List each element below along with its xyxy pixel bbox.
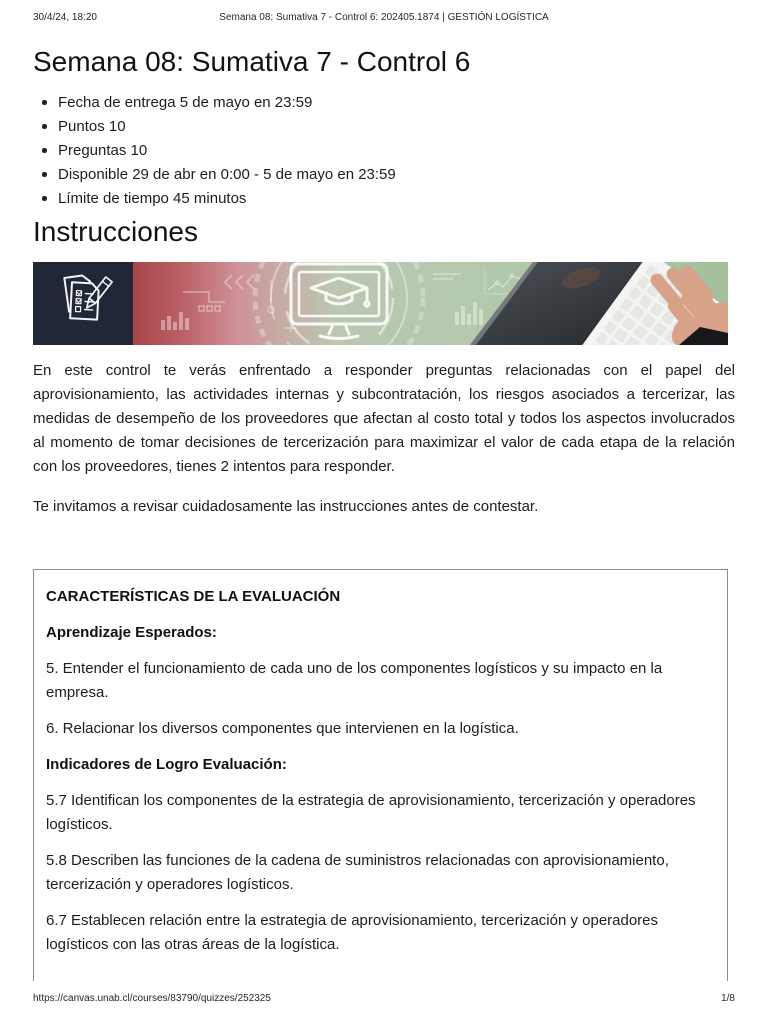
quiz-details-list <box>33 94 735 207</box>
detail-time-limit: Límite de tiempo 45 minutos <box>33 190 735 207</box>
print-footer-url: https://canvas.unab.cl/courses/83790/quizzes/252325 <box>33 993 271 1004</box>
print-doc-title: Semana 08: Sumativa 7 - Control 6: 202405.1874 | GESTIÓN LOGÍSTICA <box>219 12 549 23</box>
detail-questions: Preguntas 10 <box>33 142 735 159</box>
detail-points: Puntos 10 <box>33 118 735 135</box>
achievement-indicator-item: 5.7 Identifican los componentes de la estrategia de aprovisionamiento, tercerización y operadores logísticos. <box>46 792 696 833</box>
instructions-heading: Instrucciones <box>33 216 198 247</box>
print-footer-page: 1/8 <box>721 993 735 1004</box>
detail-due-date: Fecha de entrega 5 de mayo en 23:59 <box>33 94 735 111</box>
expected-learning-subheading: Aprendizaje Esperados: <box>46 624 217 641</box>
instructions-note: Te invitamos a revisar cuidadosamente las instrucciones antes de contestar. <box>33 498 539 515</box>
instructions-paragraph: En este control te verás enfrentado a responder preguntas relacionadas con el papel del aprovisionamiento, las actividades internas y subcontratación, los riesgos asociados a tercerizar, las medidas de desempeño de los proveedores que afectan al costo total y todos los aspectos involucrados al momento de tomar decisiones de tercerización para maximizar el valor de cada etapa de la relación con los proveedores, tienes 2 intentos para responder. <box>33 362 735 475</box>
detail-availability: Disponible 29 de abr en 0:00 - 5 de mayo en 23:59 <box>33 166 735 183</box>
expected-learning-item: 6. Relacionar los diversos componentes que intervienen en la logística. <box>46 720 519 737</box>
achievement-indicator-item: 6.7 Establecen relación entre la estrategia de aprovisionamiento, tercerización y operadores logísticos con las otras áreas de la logística. <box>46 912 659 953</box>
quiz-content <box>33 0 735 981</box>
achievement-indicator-item: 5.8 Describen las funciones de la cadena de suministros relacionadas con aprovisionamiento, tercerización y operadores logísticos. <box>46 852 669 893</box>
evaluation-box-heading: CARACTERÍSTICAS DE LA EVALUACIÓN <box>46 588 341 605</box>
evaluation-box <box>33 569 728 981</box>
course-banner-image <box>33 262 728 345</box>
banner-illustration <box>33 262 728 345</box>
monitor-graduation-icon <box>291 264 387 339</box>
laptop-typing-photo <box>470 262 728 345</box>
achievement-indicators-subheading: Indicadores de Logro Evaluación: <box>46 756 287 773</box>
expected-learning-item: 5. Entender el funcionamiento de cada uno de los componentes logísticos y su impacto en la empresa. <box>46 660 663 701</box>
print-datetime: 30/4/24, 18:20 <box>33 12 97 23</box>
quiz-title: Semana 08: Sumativa 7 - Control 6 <box>33 46 471 77</box>
